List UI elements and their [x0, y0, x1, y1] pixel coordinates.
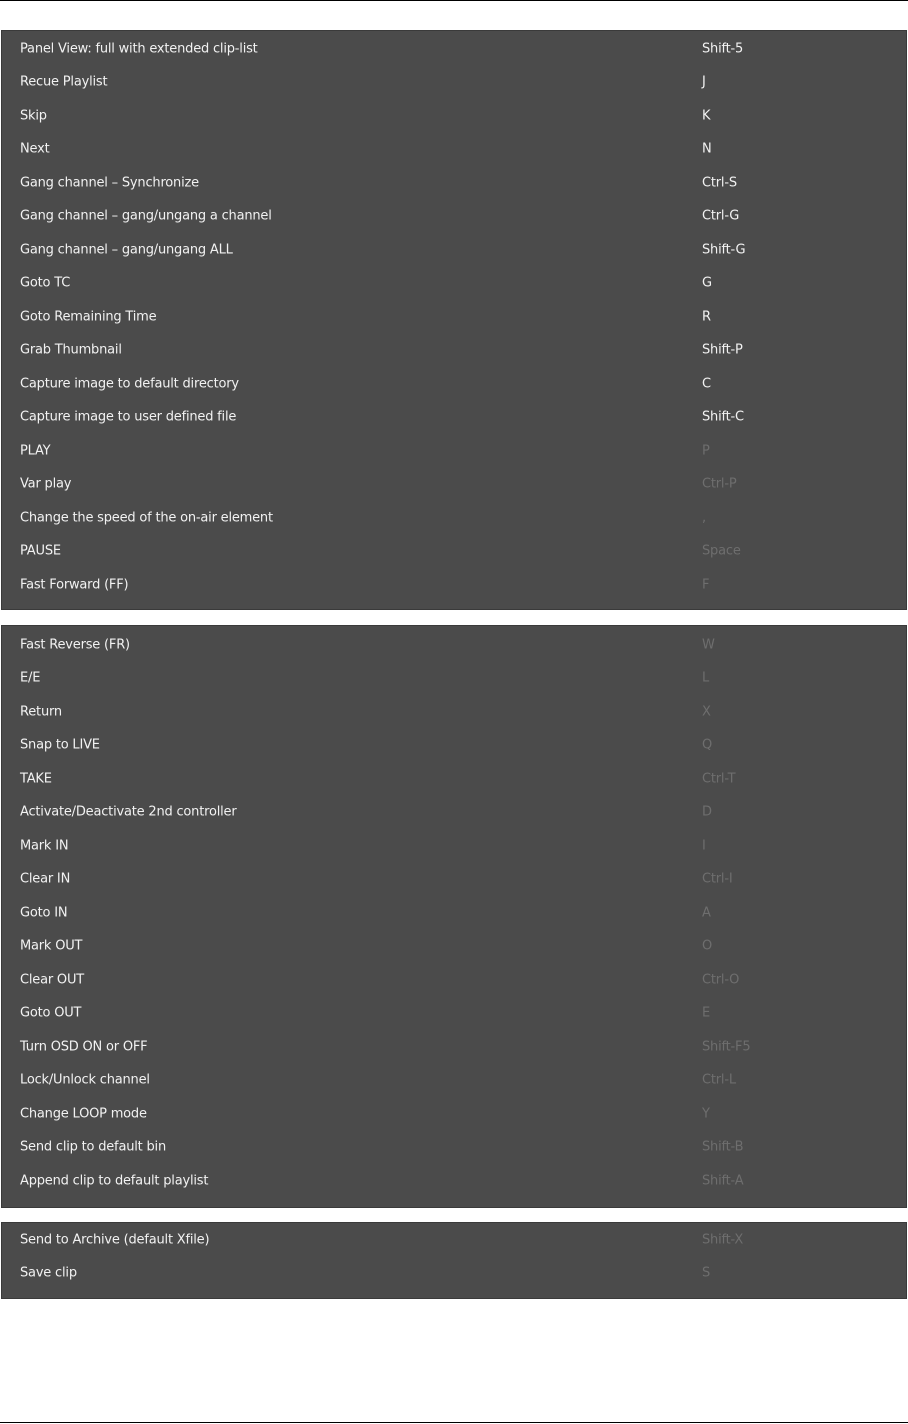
header-rule	[0, 0, 908, 1]
shortcut-row	[2, 401, 906, 435]
shortcut-row	[2, 1164, 906, 1198]
shortcut-key: P	[702, 443, 710, 459]
shortcut-row	[2, 1131, 906, 1165]
shortcut-row	[2, 863, 906, 897]
shortcut-key: Shift-G	[702, 242, 746, 258]
shortcut-action-label: Send clip to default bin	[20, 1139, 166, 1155]
shortcut-key: K	[702, 108, 711, 124]
shortcut-key: ,	[702, 510, 706, 526]
shortcut-action-label: Change the speed of the on-air element	[20, 510, 273, 526]
shortcut-key: D	[702, 804, 712, 820]
shortcut-row	[2, 662, 906, 696]
shortcuts-panel-1	[1, 30, 907, 610]
shortcut-row	[2, 729, 906, 763]
shortcut-action-label: Gang channel – Synchronize	[20, 175, 199, 191]
shortcut-action-label: Save clip	[20, 1265, 77, 1281]
shortcut-key: Y	[702, 1106, 710, 1122]
shortcut-action-label: Next	[20, 141, 50, 157]
shortcut-key: E	[702, 1005, 711, 1021]
shortcut-key: Ctrl-G	[702, 208, 740, 224]
shortcut-key: Shift-A	[702, 1173, 744, 1189]
shortcut-key: W	[702, 637, 715, 653]
shortcut-key: R	[702, 309, 711, 325]
shortcut-key: I	[702, 838, 706, 854]
shortcut-action-label: PLAY	[20, 443, 51, 459]
shortcut-key: F	[702, 577, 710, 593]
shortcut-action-label: Capture image to default directory	[20, 376, 239, 392]
shortcut-action-label: Fast Reverse (FR)	[20, 637, 130, 653]
shortcut-action-label: Clear IN	[20, 871, 71, 887]
shortcut-key: Shift-P	[702, 342, 743, 358]
shortcut-row	[2, 1097, 906, 1131]
shortcut-row	[2, 930, 906, 964]
shortcut-key: Ctrl-I	[702, 871, 733, 887]
shortcut-action-label: Snap to LIVE	[20, 737, 100, 753]
shortcut-key: Space	[702, 543, 741, 559]
shortcut-action-label: Goto OUT	[20, 1005, 82, 1021]
shortcut-row	[2, 200, 906, 234]
shortcut-key: Shift-X	[702, 1232, 744, 1248]
shortcut-action-label: Mark IN	[20, 838, 69, 854]
shortcut-row	[2, 166, 906, 200]
shortcut-row	[2, 468, 906, 502]
shortcut-row	[2, 133, 906, 167]
shortcut-row	[2, 628, 906, 662]
shortcut-row	[2, 434, 906, 468]
shortcut-action-label: E/E	[20, 670, 41, 686]
shortcut-row	[2, 762, 906, 796]
shortcut-key: N	[702, 141, 712, 157]
shortcut-row	[2, 1223, 906, 1257]
shortcut-key: Ctrl-P	[702, 476, 737, 492]
shortcut-action-label: Turn OSD ON or OFF	[20, 1039, 148, 1055]
shortcut-key: A	[702, 905, 711, 921]
shortcut-row	[2, 267, 906, 301]
shortcut-key: S	[702, 1265, 711, 1281]
shortcut-action-label: Gang channel – gang/ungang ALL	[20, 242, 233, 258]
shortcuts-panel-2	[1, 625, 907, 1208]
shortcut-key: Shift-5	[702, 41, 744, 57]
shortcut-action-label: Goto Remaining Time	[20, 309, 157, 325]
shortcut-action-label: TAKE	[20, 771, 52, 787]
shortcut-key: J	[702, 74, 706, 90]
shortcut-key: Ctrl-S	[702, 175, 737, 191]
shortcut-action-label: Return	[20, 704, 62, 720]
shortcut-action-label: Var play	[20, 476, 72, 492]
shortcut-row	[2, 367, 906, 401]
shortcut-row	[2, 568, 906, 602]
shortcut-action-label: Activate/Deactivate 2nd controller	[20, 804, 237, 820]
shortcut-action-label: Lock/Unlock channel	[20, 1072, 150, 1088]
shortcut-row	[2, 695, 906, 729]
shortcut-action-label: Append clip to default playlist	[20, 1173, 209, 1189]
shortcut-row	[2, 501, 906, 535]
shortcut-row	[2, 829, 906, 863]
shortcut-action-label: PAUSE	[20, 543, 61, 559]
shortcut-action-label: Recue Playlist	[20, 74, 108, 90]
shortcut-row	[2, 1257, 906, 1291]
shortcut-key: Ctrl-O	[702, 972, 740, 988]
shortcut-action-label: Mark OUT	[20, 938, 83, 954]
shortcut-action-label: Goto TC	[20, 275, 71, 291]
shortcut-row	[2, 963, 906, 997]
shortcut-row	[2, 32, 906, 66]
shortcut-row	[2, 896, 906, 930]
shortcut-action-label: Grab Thumbnail	[20, 342, 122, 358]
shortcut-key: Q	[702, 737, 713, 753]
shortcut-action-label: Clear OUT	[20, 972, 85, 988]
shortcut-row	[2, 997, 906, 1031]
shortcut-row	[2, 796, 906, 830]
shortcut-key: X	[702, 704, 711, 720]
shortcut-key: Shift-C	[702, 409, 744, 425]
footer-rule	[0, 1422, 908, 1423]
shortcut-action-label: Capture image to user defined file	[20, 409, 237, 425]
shortcut-row	[2, 1064, 906, 1098]
shortcut-key: Shift-F5	[702, 1039, 751, 1055]
shortcut-key: Ctrl-T	[702, 771, 736, 787]
shortcut-key: Ctrl-L	[702, 1072, 736, 1088]
shortcut-action-label: Fast Forward (FF)	[20, 577, 129, 593]
shortcut-key: G	[702, 275, 712, 291]
shortcut-row	[2, 300, 906, 334]
shortcut-row	[2, 99, 906, 133]
shortcut-row	[2, 233, 906, 267]
shortcut-row	[2, 1030, 906, 1064]
shortcut-action-label: Send to Archive (default Xfile)	[20, 1232, 210, 1248]
shortcut-row	[2, 334, 906, 368]
shortcut-key: L	[702, 670, 710, 686]
shortcut-key: Shift-B	[702, 1139, 744, 1155]
shortcut-action-label: Goto IN	[20, 905, 68, 921]
shortcut-action-label: Panel View: full with extended clip-list	[20, 41, 258, 57]
shortcut-action-label: Change LOOP mode	[20, 1106, 147, 1122]
shortcut-action-label: Gang channel – gang/ungang a channel	[20, 208, 272, 224]
shortcut-action-label: Skip	[20, 108, 47, 124]
shortcut-row	[2, 66, 906, 100]
shortcuts-panel-3	[1, 1222, 907, 1299]
shortcut-key: O	[702, 938, 713, 954]
shortcut-row	[2, 535, 906, 569]
shortcut-key: C	[702, 376, 711, 392]
